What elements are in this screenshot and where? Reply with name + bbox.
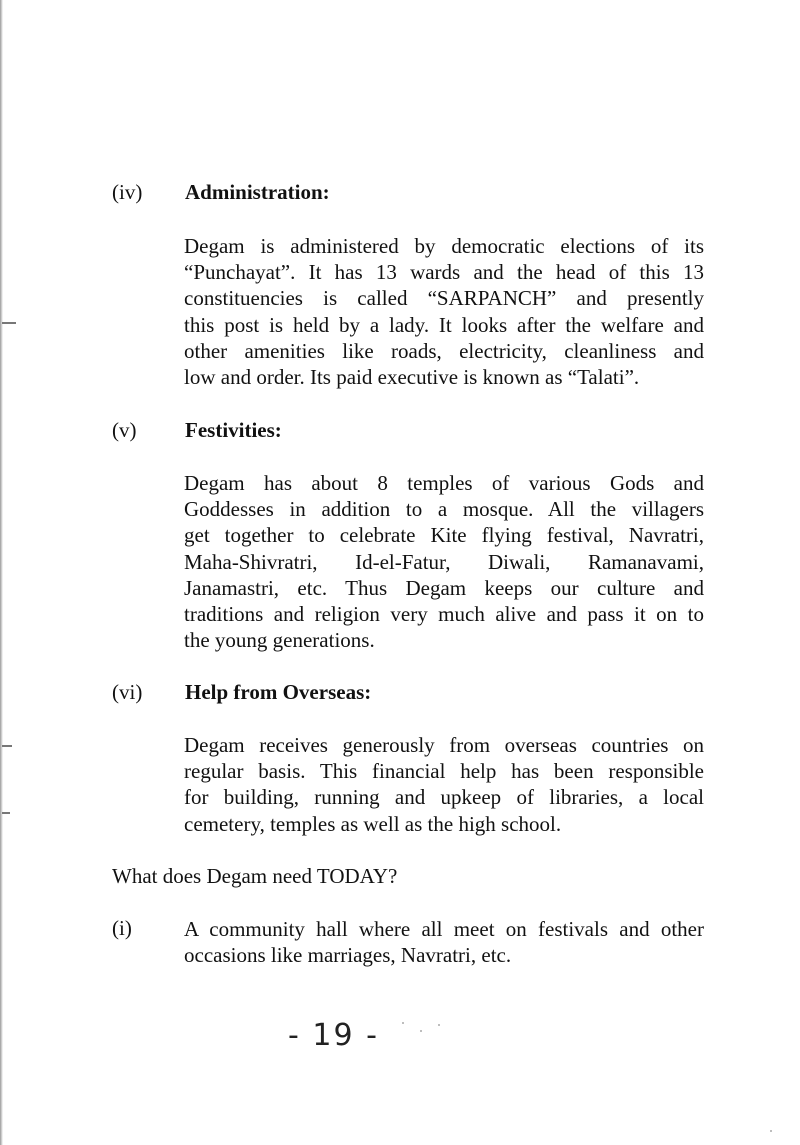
question-heading: What does Degam need TODAY? [112, 864, 398, 888]
section-heading [112, 180, 712, 210]
need-item [112, 916, 712, 968]
paragraph-line: low and order. Its paid executive is known as “Talati”. [184, 365, 640, 390]
section-paragraph [184, 233, 704, 390]
paragraph-line: A community hall where all meet on festivals and other [184, 917, 704, 941]
section-title: Festivities: [185, 418, 282, 442]
paragraph-line: the young generations. [184, 628, 375, 653]
paragraph-line: Janamastri, etc. Thus Degam keeps our culture and [184, 575, 704, 600]
scan-speck [438, 1024, 440, 1026]
scan-speck [420, 1030, 422, 1032]
paragraph-line: for building, running and upkeep of libraries, a local [184, 785, 704, 810]
need-number: (i) [112, 916, 132, 940]
paragraph-line: regular basis. This financial help has been responsible [184, 759, 704, 784]
paragraph-line: “Punchayat”. It has 13 wards and the head of this 13 [184, 260, 704, 285]
section-number: (iv) [112, 180, 143, 204]
section-number: (v) [112, 418, 137, 442]
page-number: - 19 - [288, 1018, 379, 1053]
paragraph-line: cemetery, temples as well as the high school. [184, 811, 562, 836]
scan-speck [770, 1130, 772, 1132]
paragraph-line: Goddesses in addition to a mosque. All the villagers [184, 497, 704, 522]
paragraph-line: other amenities like roads, electricity, cleanliness and [184, 338, 704, 363]
paragraph-line: this post is held by a lady. It looks after the welfare and [184, 312, 704, 337]
scan-mark [2, 812, 10, 814]
scan-mark [2, 745, 12, 747]
scan-mark [2, 322, 16, 324]
section-paragraph [184, 470, 704, 653]
scan-speck [402, 1022, 404, 1024]
paragraph-line: Maha-Shivratri, Id-el-Fatur, Diwali, Ramanavami, [184, 549, 704, 574]
section-title: Help from Overseas: [185, 680, 372, 704]
section-festivities [112, 418, 712, 653]
section-heading [112, 680, 712, 710]
need-paragraph [184, 916, 704, 968]
section-help-from-overseas [112, 680, 712, 836]
scan-edge [0, 0, 3, 1145]
section-administration [112, 180, 712, 390]
paragraph-line: Degam is administered by democratic elections of its [184, 234, 704, 258]
section-paragraph [184, 732, 704, 837]
section-number: (vi) [112, 680, 143, 704]
paragraph-line: get together to celebrate Kite flying festival, Navratri, [184, 523, 704, 548]
paragraph-line: traditions and religion very much alive and pass it on to [184, 602, 704, 627]
paragraph-line: Degam has about 8 temples of various Gods and [184, 471, 704, 495]
paragraph-line: Degam receives generously from overseas countries on [184, 733, 704, 757]
paragraph-line: constituencies is called “SARPANCH” and presently [184, 286, 704, 311]
section-heading [112, 418, 712, 448]
section-title: Administration: [185, 180, 330, 204]
paragraph-line: occasions like marriages, Navratri, etc. [184, 943, 512, 968]
